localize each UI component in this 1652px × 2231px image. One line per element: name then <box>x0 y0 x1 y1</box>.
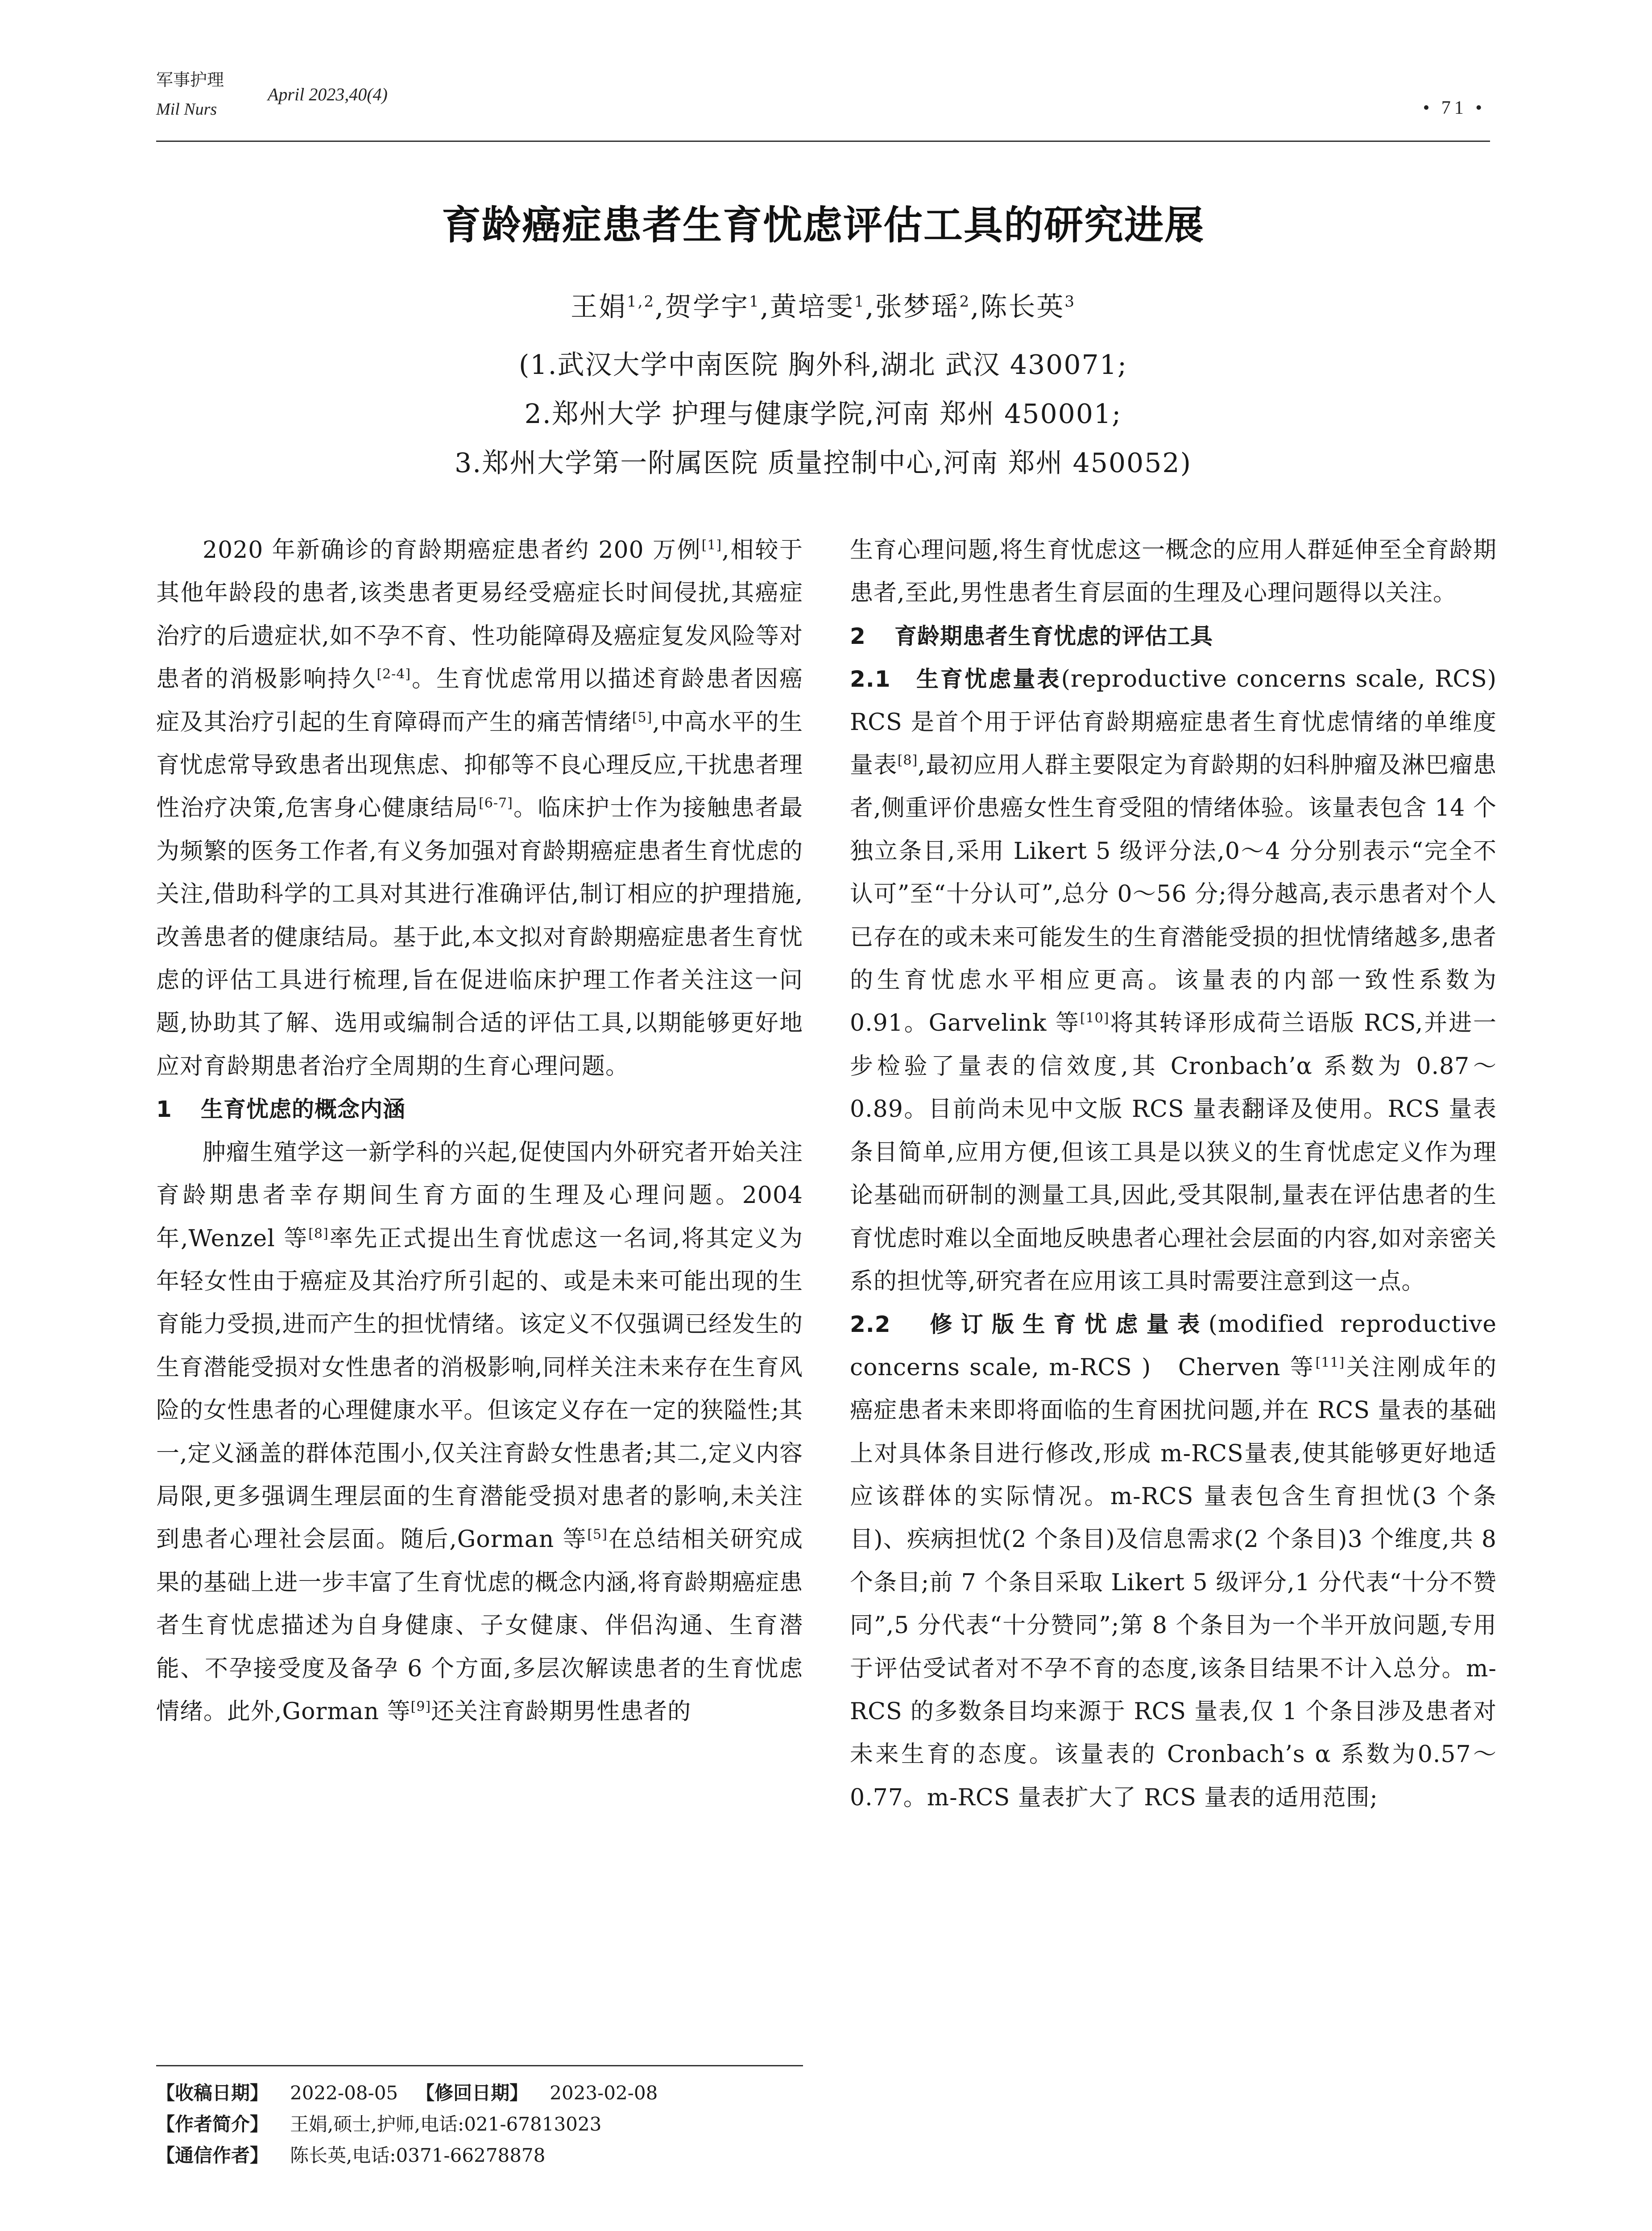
citation: [11] <box>1315 1355 1345 1371</box>
author-name: 贺学宇 <box>665 291 749 323</box>
author-affil-mark: 3 <box>1064 293 1076 311</box>
citation: [8] <box>897 752 918 768</box>
author-affil-mark: 1 <box>749 293 760 311</box>
right-column <box>850 529 1521 1819</box>
journal-name-en: Mil Nurs <box>156 100 217 119</box>
continued-paragraph: 生育心理问题,将生育忧虑这一概念的应用人群延伸至全育龄期患者,至此,男性患者生育层面的生理及心理问题得以关注。 <box>850 537 1497 607</box>
running-header <box>156 66 1490 142</box>
citation: [9] <box>410 1699 431 1715</box>
affiliation-3: 3.郑州大学第一附属医院 质量控制中心,河南 郑州 450052) <box>455 448 1192 479</box>
intro-paragraph: 2020 年新确诊的育龄期癌症患者约 200 万例[1],相较于其他年龄段的患者,该类患者更易经受癌症长时间侵扰,其癌症治疗的后遗症状,如不孕不育、性功能障碍及癌症复发风险等对患者的消极影响持久[2-4]。生育忧虑常用以描述育龄患者因癌症及其治疗引起的生育障碍而产生的痛苦情绪[5],中高水平的生育忧虑常导致患者出现焦虑、抑郁等不良心理反应,干扰患者理性治疗决策,危害身心健康结局[6-7]。临床护士作为接触患者最为频繁的医务工作者,有义务加强对育龄期癌症患者生育忧虑的关注,借助科学的工具对其进行准确评估,制订相应的护理措施,改善患者的健康结局。基于此,本文拟对育龄期癌症患者生育忧虑的评估工具进行梳理,旨在促进临床护理工作者关注这一问题,协助其了解、选用或编制合适的评估工具,以期能够更好地应对育龄期患者治疗全周期的生育心理问题。 <box>156 537 803 1080</box>
section-heading-1: 1 生育忧虑的概念内涵 <box>156 1096 406 1123</box>
issue-info: April 2023,40(4) <box>268 84 388 104</box>
citation: [5] <box>587 1527 608 1543</box>
citation: [6-7] <box>479 796 513 812</box>
concept-paragraph: 肿瘤生殖学这一新学科的兴起,促使国内外研究者开始关注育龄期患者幸存期间生育方面的生理及心理问题。2004 年,Wenzel 等[8]率先正式提出生育忧虑这一名词,将其定义为年轻女性由于癌症及其治疗所引起的、或是未来可能出现的生育能力受损,进而产生的担忧情绪。该定义不仅强调已经发生的生育潜能受损对女性患者的消极影响,同样关注未来存在生育风险的女性患者的心理健康水平。但该定义存在一定的狭隘性;其一,定义涵盖的群体范围小,仅关注育龄女性患者;其二,定义内容局限,更多强调生理层面的生育潜能受损对患者的影响,未关注到患者心理社会层面。随后,Gorman 等[5]在总结相关研究成果的基础上进一步丰富了生育忧虑的概念内涵,将育龄期癌症患者生育忧虑描述为自身健康、子女健康、伴侣沟通、生育潜能、不孕接受度及备孕 6 个方面,多层次解读患者的生育忧虑情绪。此外,Gorman 等[9]还关注育龄期男性患者的 <box>156 1139 803 1725</box>
citation: [5] <box>632 709 653 726</box>
footnote-dates <box>156 2078 803 2105</box>
left-column <box>156 529 803 1733</box>
author-list: 王娟$^{1,2}$,贺学宇$^1$,黄培雯$^1$,张梦瑶$^2$,陈长英$^3$ <box>571 291 1076 323</box>
received-date: 2022-08-05 <box>290 2082 398 2104</box>
author-name: 张梦瑶 <box>875 291 960 323</box>
author-intro-label: 【作者简介】 <box>156 2113 269 2135</box>
mrcs-paragraph: 2.2 修订版生育忧虑量表(modified reproductive concerns scale, m-RCS ) Cherven 等[11]关注刚成年的癌症患者未来即将面临的生育困扰问题,并在 RCS 量表的基础上对具体条目进行修改,形成 m-RCS量表,使其能够更好地适应该群体的实际情况。m-RCS 量表包含生育担忧(3 个条目)、疾病担忧(2 个条目)及信息需求(2 个条目)3 个维度,共 8 个条目;前 7 个条目采取 Likert 5 级评分,1 分代表“十分不赞同”,5 分代表“十分赞同”;第 8 个条目为一个半开放问题,专用于评估受试者对不孕不育的态度,该条目结果不计入总分。m-RCS 的多数条目均来源于 RCS 量表,仅 1 个条目涉及患者对未来生育的态度。该量表的 Cronbach’s α 系数为0.57～0.77。m-RCS 量表扩大了 RCS 量表的适用范围; <box>850 1311 1497 1811</box>
corresponding-label: 【通信作者】 <box>156 2144 269 2166</box>
revised-date: 2023-02-08 <box>550 2082 658 2104</box>
footnote-corresponding <box>156 2141 803 2168</box>
author-affil-mark: 2 <box>959 293 971 311</box>
subsection-heading-2-1: 2.1 生育忧虑量表 <box>850 666 1061 693</box>
affiliation-1: (1.武汉大学中南医院 胸外科,湖北 武汉 430071; <box>518 349 1128 381</box>
author-intro: 王娟,硕士,护师,电话:021-67813023 <box>290 2113 602 2135</box>
footnote-rule <box>156 2065 803 2066</box>
citation: [8] <box>308 1226 329 1242</box>
corresponding-author: 陈长英,电话:0371-66278878 <box>290 2144 546 2166</box>
revised-label: 【修回日期】 <box>416 2082 529 2104</box>
citation: [10] <box>1080 1011 1110 1027</box>
author-name: 陈长英 <box>980 291 1065 323</box>
footnote-author <box>156 2110 803 2136</box>
header-rule <box>156 141 1490 142</box>
author-name: 王娟 <box>571 291 627 323</box>
author-affil-mark: 1 <box>854 293 865 311</box>
section-heading-2: 2 育龄期患者生育忧虑的评估工具 <box>850 623 1213 649</box>
journal-name-cn: 军事护理 <box>156 70 224 90</box>
subsection-heading-2-2: 2.2 修订版生育忧虑量表 <box>850 1311 1209 1338</box>
author-affil-mark: 1,2 <box>627 293 655 311</box>
rcs-paragraph: 2.1 生育忧虑量表(reproductive concerns scale, RCS) RCS 是首个用于评估育龄期癌症患者生育忧虑情绪的单维度量表[8],最初应用人群主要限定为育龄期的妇科肿瘤及淋巴瘤患者,侧重评价患癌女性生育受阻的情绪体验。该量表包含 14 个独立条目,采用 Likert 5 级评分法,0～4 分分别表示“完全不认可”至“十分认可”,总分 0～56 分;得分越高,表示患者对个人已存在的或未来可能发生的生育潜能受损的担忧情绪越多,患者的生育忧虑水平相应更高。该量表的内部一致性系数为 0.91。Garvelink 等[10]将其转译形成荷兰语版 RCS,并进一步检验了量表的信效度,其 Cronbach’α 系数为 0.87～0.89。目前尚未见中文版 RCS 量表翻译及使用。RCS 量表条目简单,应用方便,但该工具是以狭义的生育忧虑定义作为理论基础而研制的测量工具,因此,受其限制,量表在评估患者的生育忧虑时难以全面地反映患者心理社会层面的内容,如对亲密关系的担忧等,研究者在应用该工具时需要注意到这一点。 <box>850 666 1521 1295</box>
received-label: 【收稿日期】 <box>156 2082 269 2104</box>
citation: [1] <box>701 537 722 553</box>
affiliation-2: 2.郑州大学 护理与健康学院,河南 郑州 450001; <box>524 398 1122 430</box>
article-title: 育龄癌症患者生育忧虑评估工具的研究进展 <box>441 202 1205 248</box>
citation: [2-4] <box>377 666 411 682</box>
page-number: • 71 • <box>1423 98 1486 118</box>
author-name: 黄培雯 <box>770 291 854 323</box>
